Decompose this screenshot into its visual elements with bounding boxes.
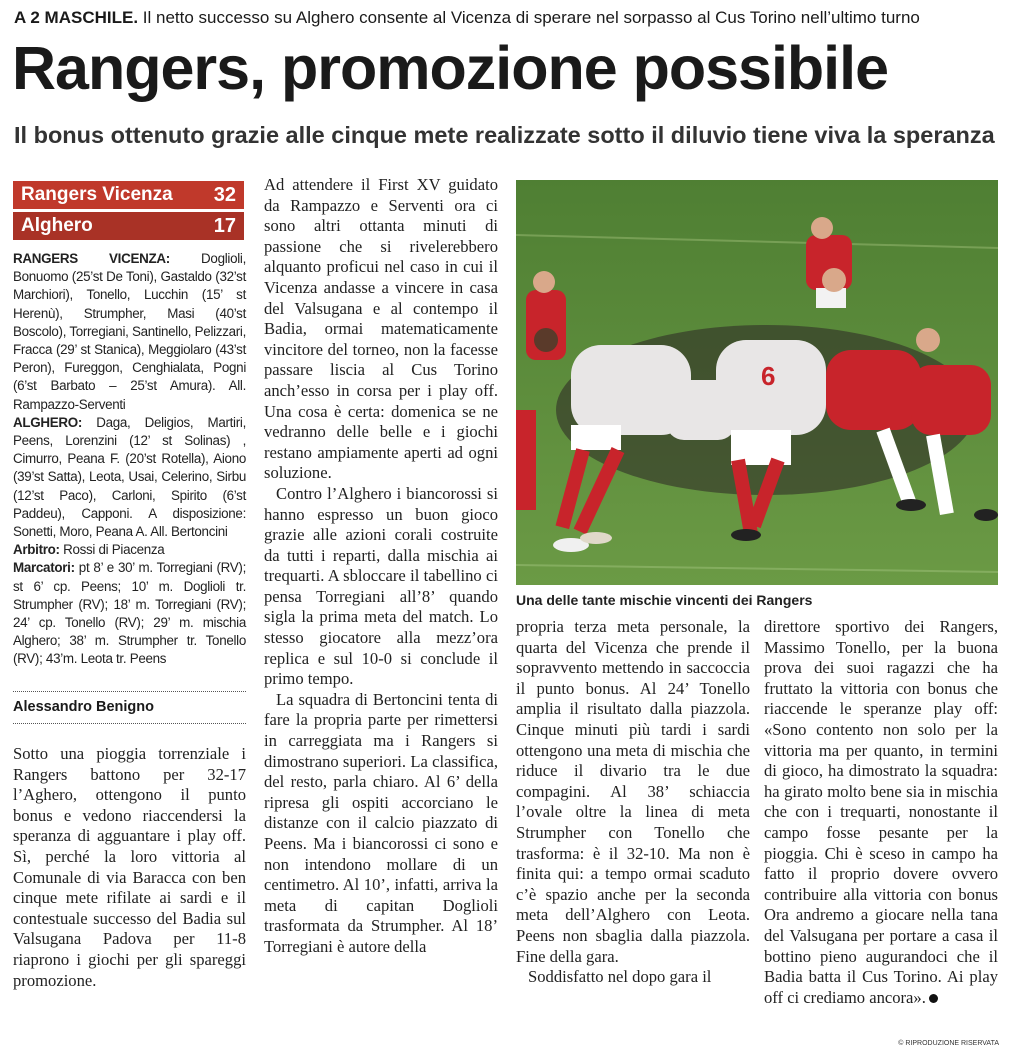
photo-caption: Una delle tante mischie vincenti dei Rangers [516, 592, 813, 608]
author-divider-bottom [13, 723, 246, 724]
kicker-text: Il netto successo su Alghero consente al Vicenza di sperare nel sorpasso al Cus Torino nell’ultimo turno [138, 8, 920, 27]
body-paragraph: Soddisfatto nel dopo gara il [528, 967, 712, 987]
author-byline: Alessandro Benigno [13, 699, 154, 715]
scoreboard-home [13, 181, 244, 209]
rangers-lineup [13, 250, 246, 414]
away-score: 17 [213, 215, 236, 237]
body-paragraph [764, 617, 998, 1008]
body-paragraph: Contro l’Alghero i biancorossi si hanno espresso un buon gioco grazie alle azioni corali costruite da tutti i reparti, dalla mischia ai trequarti. A sbloccare il tabellino ci pensa Torregiani all’8’ quando sigla la prima meta del match. Lo stesso giocatore alla mezz’ora replica e sul 10-0 si conclude il primo tempo. [264, 483, 498, 689]
body-paragraph: Ad attendere il First XV guidato da Rampazzo e Serventi ora ci sono altri ottanta minuti di passione che si rivelerebbero alquanto proficui nel caso in cui il Vicenza andasse a vincere in casa del Valsugana e al contempo il Badia, ormai matematicamente vincitore del torneo, non la facesse passare liscia al Cus Torino anch’esso in corsa per i play off. Una cosa è certa: domenica se ne vedranno delle belle e i giochi restano ampiamente aperti ad ogni soluzione. [264, 175, 498, 483]
scrum-illustration [516, 180, 998, 585]
headline: Rangers, promozione possibile [12, 34, 888, 102]
body-paragraph: Sotto una pioggia torrenziale i Rangers battono per 32-17 l’Aghero, ottengono il punto bonus e vedono riaccendersi la speranza di agguantare i play off. Sì, perché la loro vittoria al Comunale di via Baracca con ben cinque mete rifilate ai sardi e il contestuale successo del Badia sul Valsugana Padova per 11-8 riaprono i giochi per gli spareggi promozione. [13, 744, 246, 990]
subheadline: Il bonus ottenuto grazie alle cinque mete realizzate sotto il diluvio tiene viva la speranza [14, 122, 995, 148]
kicker-label: A 2 MASCHILE. [14, 8, 139, 27]
author-divider-top [13, 691, 246, 692]
body-column-3 [516, 617, 750, 988]
copyright-notice: © RIPRODUZIONE RISERVATA [898, 1040, 999, 1047]
body-paragraph: propria terza meta personale, la quarta del Vicenza che prende il sopravvento mettendo in saccoccia il punto bonus. Al 24’ Tonello amplia il risultato dalla piazzola. Cinque minuti più tardi i sardi ottengono una meta di mischia che riduce il divario tra le due compagini. Al 38’ schiaccia l’ovale oltre la linea di meta Strumpher con Tonello che trasforma: è il 32-10. Ma non è finita qui: a tempo ormai scaduto c’è spazio anche per la seconda meta dell’Alghero con Leota. Peens non sbaglia dalla piazzola. Fine della gara. [516, 617, 750, 966]
home-score: 32 [213, 184, 236, 206]
scoreboard-away [13, 212, 244, 240]
rangers-label: RANGERS VICENZA: [13, 251, 170, 266]
referee-label: Arbitro: [13, 542, 60, 558]
body-paragraph: La squadra di Bertoncini tenta di fare la propria parte per rimettersi in carreggiata ma i Rangers si dimostrano superiori. La classifica, del resto, parla chiaro. Al 6’ della ripresa gli ospiti accorciano le distanze con il calcio piazzato di Peens. Ma i biancorossi ci sono e non intendono mollare di un centimetro. Al 10’, infatti, arriva la meta di capitan Doglioli trasformata da Strumpher. Al 18’ Torregiani è autore della [264, 689, 498, 956]
referee [13, 541, 246, 559]
match-sheet [13, 250, 246, 669]
body-column-4 [764, 617, 998, 1008]
body-column-2 [264, 175, 498, 958]
end-of-article-dot-icon [929, 994, 938, 1003]
body-column-1 [13, 744, 246, 991]
home-team: Rangers Vicenza [21, 184, 173, 205]
rugby-scrum-photo [516, 180, 998, 585]
scorers-list: pt 8’ e 30’ m. Torregiani (RV); st 6’ cp. Peens; 10’ m. Doglioli tr. Strumpher (RV); 18’ m. Torregiani (RV); 24’ cp. Tonello (RV); 29’ m. mischia Alghero; 38’ m. Strumpher tr. Tonello (RV); 43’m. Leota tr. Peens [13, 560, 246, 667]
scorers-label: Marcatori: [13, 560, 75, 576]
rangers-players: Doglioli, Bonuomo (25’st De Toni), Gastaldo (32’st Marchiori), Tonello, Lucchin (15’ st Herenù), Strumpher, Masi (40’st Boscolo), Torregiani, Santinello, Pelizzari, Fracca (29’ st Stanica), Meggiolaro (43’st Peron), Fureggon, Cenghialata, Pogni (6’st Barbato – 25’st Amura). All. Rampazzo-Serventi [13, 251, 246, 412]
alghero-label: ALGHERO: [13, 414, 83, 430]
alghero-players: Daga, Deligios, Martiri, Peens, Lorenzini (12’ st Solinas) , Cimurro, Peana F. (20’st Rotella), Aiono (39’st Satta), Leota, Usai, Celerino, Sirbu (12’st Paco), Carloni, Spirito (6’st Paddeu), Capponi. A disposizione: Sonetti, Moro, Peana A. All. Bertoncini [13, 414, 246, 540]
away-team: Alghero [21, 215, 93, 236]
closing-quote: direttore sportivo dei Rangers, Massimo Tonello, per la buona prova dei suoi ragazzi che ha fruttato la vittoria con bonus che riaccende le speranze play off: «Sono contento non solo per la vittoria ma per quanto, in termini di gioco, ha dimostrato la squadra: ha girato molto bene sia in mischia che con i trequarti, nonostante il campo fosse pesante per la pioggia. Chi è sceso in campo ha fatto il proprio dovere ovvero contribuire alla vittoria con bonus Ora andremo a giocare nella tana del Valsugana per portare a casa il bottino pieno augurandoci che il Badia batta il Cus Torino. Ai play off ci crediamo ancora». [764, 617, 998, 1007]
scorers [13, 559, 246, 668]
alghero-lineup [13, 414, 246, 541]
referee-name: Rossi di Piacenza [59, 542, 165, 558]
jersey-number: 6 [761, 361, 776, 391]
kicker [14, 8, 999, 28]
